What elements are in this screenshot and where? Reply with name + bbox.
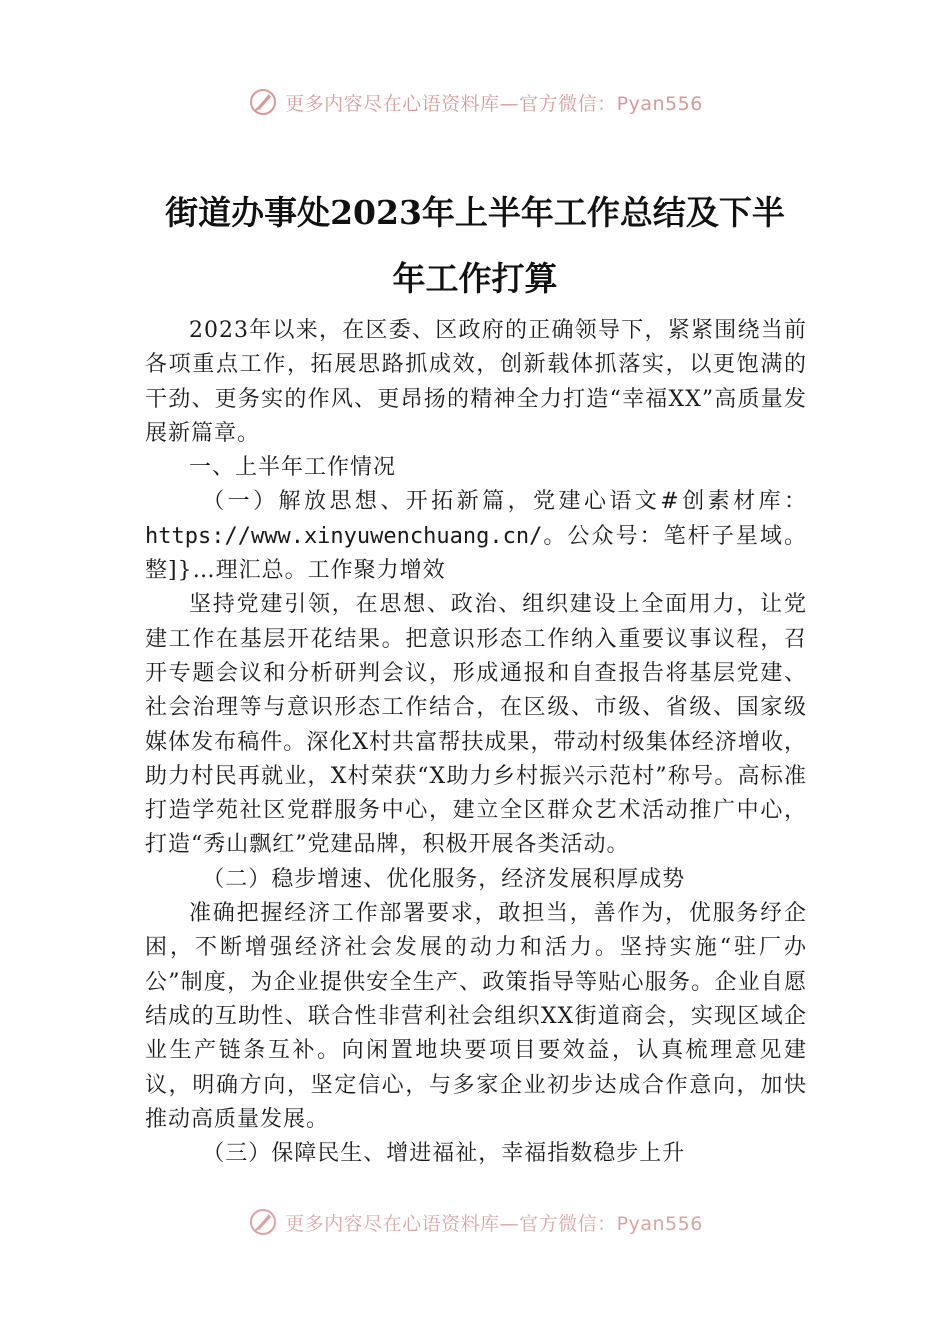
subsection-body-1: 坚持党建引领，在思想、政治、组织建设上全面用力，让党建工作在基层开花结果。把意识形态工作纳入重要议事议程，召开专题会议和分析研判会议，形成通报和自查报告将基层党建、社会治理等与意识形态工作结合，在区级、市级、省级、国家级媒体发布稿件。深化X村共富帮扶成果，带动村级集体经济增收，助力村民再就业，X村荣获“X助力乡村振兴示范村”称号。高标准打造学苑社区党群服务中心，建立全区群众艺术活动推广中心，打造“秀山飘红”党建品牌，积极开展各类活动。	[145, 592, 807, 858]
subsection-heading-3: （三）保障民生、增进福祉，幸福指数稳步上升	[202, 1141, 686, 1167]
feather-pen-logo-icon	[247, 1206, 279, 1238]
watermark-footer	[0, 1206, 950, 1238]
watermark-header	[0, 86, 950, 118]
source-url-link: https://www.xinyuwenchuang.cn/	[145, 523, 543, 549]
subsection-heading-2: （二）稳步增速、优化服务，经济发展积厚成势	[202, 866, 686, 892]
subsection-heading-1	[145, 485, 807, 588]
subsection-heading-1-part-b: 。公众号：笔杆子星域。整]}…理汇总。工作聚力增效	[145, 523, 807, 584]
subsection-heading-1-part-a: （一）解放思想、开拓新篇，党建心语文#创素材库：	[202, 489, 807, 515]
document-title-line-2: 年工作打算	[392, 259, 558, 298]
watermark-text: 更多内容尽在心语资料库—官方微信：Pyan556	[285, 92, 703, 115]
feather-pen-logo-icon	[247, 86, 279, 118]
watermark-text: 更多内容尽在心语资料库—官方微信：Pyan556	[285, 1212, 703, 1235]
subsection-body-2: 准确把握经济工作部署要求，敢担当，善作为，优服务纾企困，不断增强经济社会发展的动力和活力。坚持实施“驻厂办公”制度，为企业提供安全生产、政策指导等贴心服务。企业自愿结成的互助性、联合性非营利社会组织XX街道商会，实现区域企业生产链条互补。向闲置地块要项目要效益，认真梳理意见建议，明确方向，坚定信心，与多家企业初步达成合作意向，加快推动高质量发展。	[145, 901, 807, 1132]
intro-paragraph: 2023年以来，在区委、区政府的正确领导下，紧紧围绕当前各项重点工作，拓展思路抓成效，创新载体抓落实，以更饱满的干劲、更务实的作风、更昂扬的精神全力打造“幸福XX”高质量发展新篇章。	[145, 318, 807, 446]
document-title-line-1: 街道办事处2023年上半年工作总结及下半	[165, 193, 785, 232]
section-heading-1: 一、上半年工作情况	[189, 455, 397, 481]
document-body	[145, 314, 807, 1171]
